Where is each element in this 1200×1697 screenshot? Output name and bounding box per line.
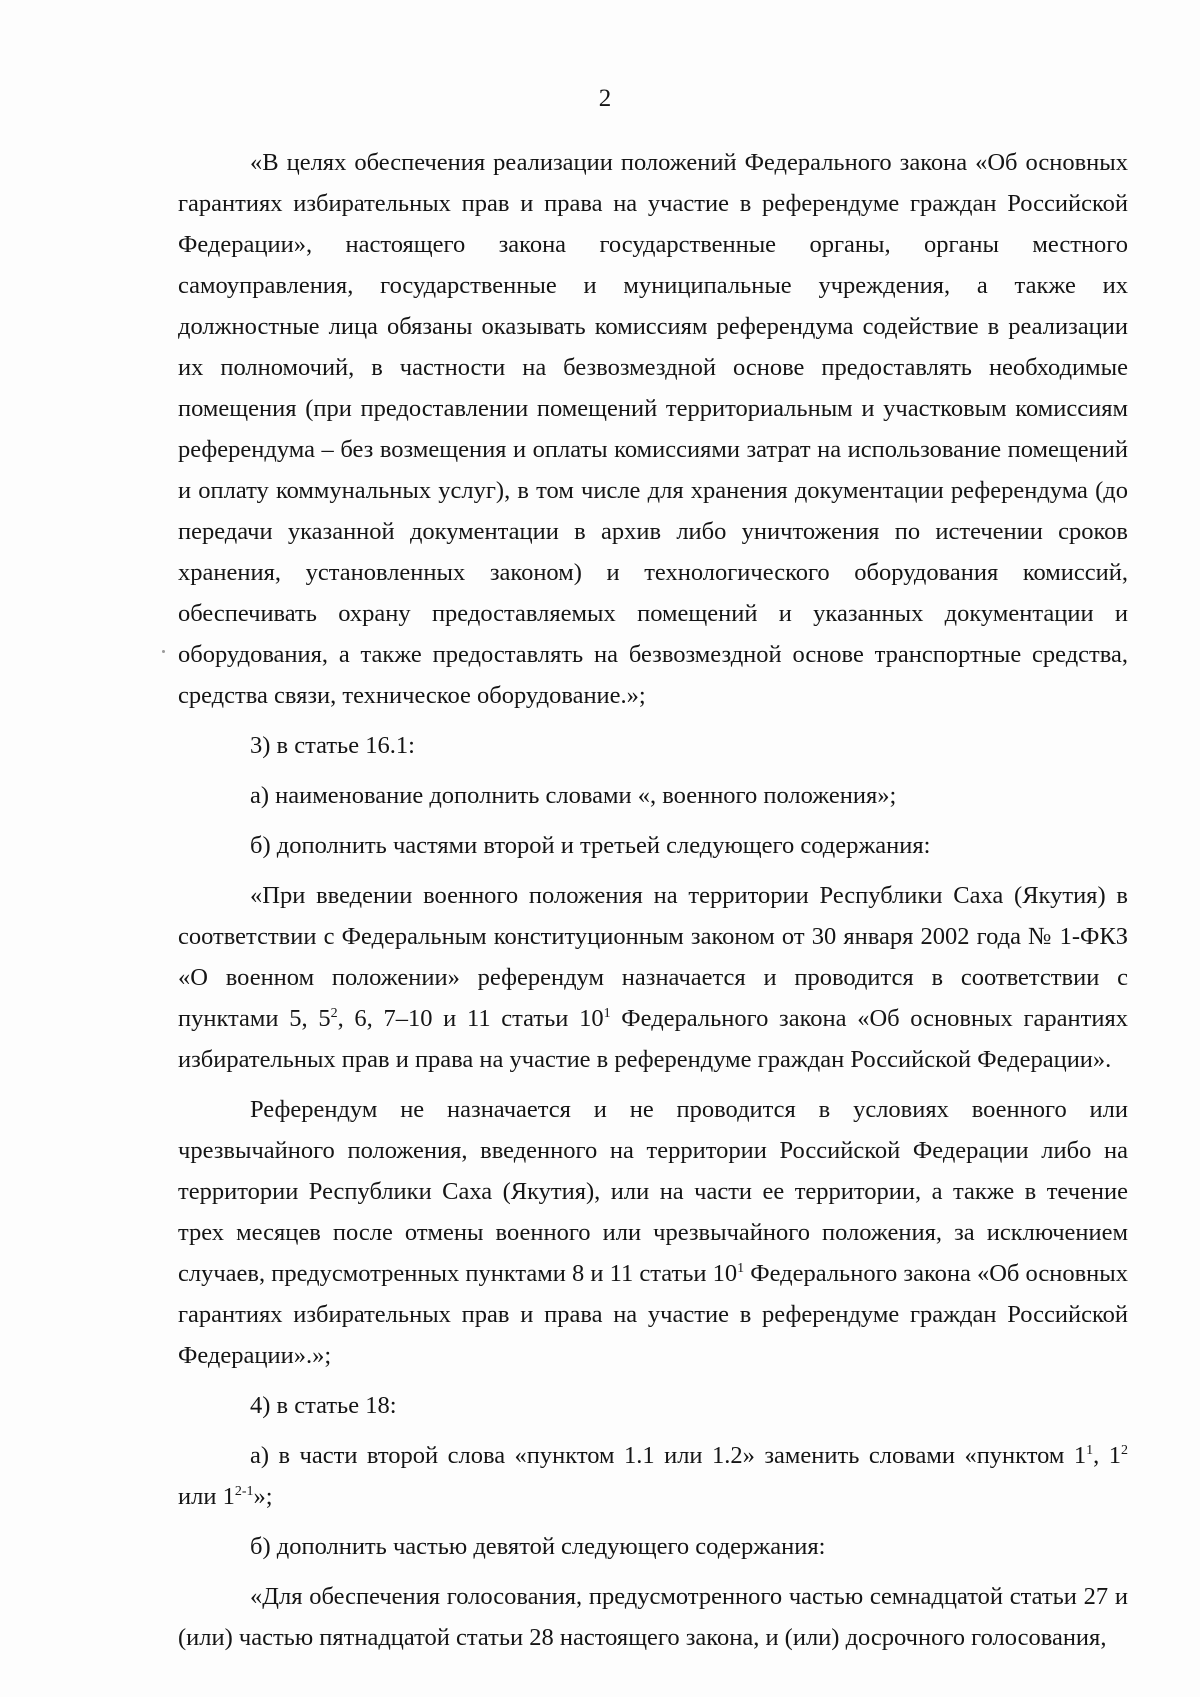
paragraph-martial-law (178, 875, 1128, 1080)
text-segment: «При введении военного положения на территории Республики Саха (Якутия) в соответствии с Федеральным конституционным законом от 30 января 2002 года № 1-ФКЗ «О военном положении» референдум назначается и проводится в соответствии с пунктами 5, 5 (178, 882, 1128, 1032)
text-segment: или 1 (178, 1483, 235, 1510)
text-segment: Федерального закона «Об основных гарантиях избирательных прав и права на участие в референдуме граждан Российской Федерации».»; (178, 1260, 1128, 1369)
paragraph-article-16-1: 3) в статье 16.1: (250, 732, 415, 759)
superscript: 2-1 (234, 1484, 254, 1499)
paragraph-assistance-obligation: «В целях обеспечения реализации положений Федерального закона «Об основных гарантиях избирательных прав и права на участие в референдуме граждан Российской Федерации», настоящего закона государственные органы, органы местного самоуправления, государственные и муниципальные учреждения, а также их должностные лица обязаны оказывать комиссиям референдума содействие в реализации их полномочий, в частности на безвозмездной основе предоставлять необходимые помещения (при предоставлении помещений территориальным и участковым комиссиям референдума – без возмещения и оплаты комиссиями затрат на использование помещений и оплату коммунальных услуг), в том числе для хранения документации референдума (до передачи указанной документации в архив либо уничтожения по истечении сроков хранения, установленных законом) и технологического оборудования комиссий, обеспечивать охрану предоставляемых помещений и указанных документации и оборудования, а также предоставлять на безвозмездной основе транспортные средства, средства связи, техническое оборудование.»; (178, 149, 1128, 709)
paragraph-add-parts: б) дополнить частями второй и третьей следующего содержания: (250, 832, 931, 859)
paragraph-voting-provision: «Для обеспечения голосования, предусмотренного частью семнадцатой статьи 27 и (или) частью пятнадцатой статьи 28 настоящего закона, и (или) досрочного голосования, (178, 1583, 1128, 1651)
paragraph-emergency-state (178, 1089, 1128, 1376)
text-segment: Федерального закона «Об основных гарантиях избирательных прав и права на участие в референдуме граждан Российской Федерации». (178, 1005, 1128, 1073)
document-body (178, 142, 1128, 1658)
superscript: 1 (737, 1261, 745, 1276)
paragraph-title-amendment: а) наименование дополнить словами «, военного положения»; (250, 782, 897, 809)
text-segment: Референдум не назначается и не проводится в условиях военного или чрезвычайного положения, введенного на территории Российской Федерации либо на территории Республики Саха (Якутия), или на части ее территории, а также в течение трех месяцев после отмены военного или чрезвычайного положения, за исключением случаев, предусмотренных пунктами 8 и 11 статьи 10 (178, 1096, 1128, 1287)
paragraph-article-18: 4) в статье 18: (250, 1392, 397, 1419)
paragraph-words-replacement (178, 1435, 1128, 1517)
text-segment: а) в части второй слова «пунктом 1.1 или 1.2» заменить словами «пунктом 1 (250, 1442, 1087, 1469)
superscript: 2 (330, 1006, 338, 1021)
text-segment: , 1 (1093, 1442, 1121, 1469)
scan-speck (162, 650, 165, 653)
page-number: 2 (598, 85, 612, 112)
paragraph-add-ninth-part: б) дополнить частью девятой следующего содержания: (250, 1533, 826, 1560)
text-segment: , 6, 7–10 и 11 статьи 10 (337, 1005, 604, 1032)
text-segment: »; (253, 1483, 273, 1510)
superscript: 1 (1086, 1443, 1094, 1458)
superscript: 2 (1121, 1443, 1128, 1458)
superscript: 1 (603, 1006, 611, 1021)
